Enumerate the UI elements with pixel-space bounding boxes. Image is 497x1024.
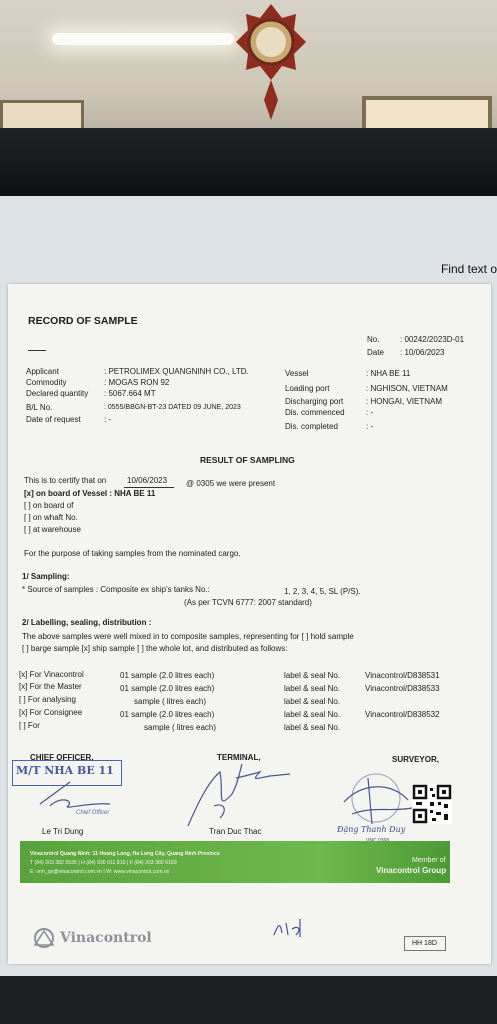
dist-no: Vinacontrol/D838531 <box>365 671 440 680</box>
labelling-heading: 2/ Labelling, sealing, distribution : <box>22 618 152 627</box>
tanks-text: 1, 2, 3, 4, 5, SL (P/S). <box>284 587 361 596</box>
dash-mark <box>28 350 46 351</box>
dist-seal: label & seal No. <box>284 684 341 693</box>
quantity-label: Declared quantity <box>26 389 89 398</box>
result-heading: RESULT OF SAMPLING <box>200 455 295 465</box>
sampling-heading: 1/ Sampling: <box>22 572 70 581</box>
applicant-value: : PETROLIMEX QUANGNINH CO., LTD. <box>104 367 249 376</box>
dist-seal: label & seal No. <box>284 710 341 719</box>
dist-who: [ ] For analysing <box>19 695 76 704</box>
commodity-value: : MOGAS RON 92 <box>104 378 170 387</box>
chief-signature <box>30 776 120 816</box>
loading-port-value: : NGHISON, VIETNAM <box>366 384 448 393</box>
wall-clock <box>236 4 306 120</box>
surveyor-label: SURVEYOR, <box>392 755 439 764</box>
bl-value: : 0555/BBGN-BT-23 DATED 09 JUNE, 2023 <box>104 404 241 411</box>
certify-text: This is to certify that on <box>24 476 107 485</box>
dis-commenced-value: : - <box>366 408 374 417</box>
certify-time: @ 0305 we were present <box>186 479 276 488</box>
certify-date: 10/06/2023 <box>127 476 168 485</box>
vessel-label: Vessel <box>285 369 309 378</box>
dist-seal: label & seal No. <box>284 697 341 706</box>
find-text-button[interactable]: Find text o <box>440 262 497 276</box>
stamp-text: M/T NHA BE 11 <box>16 764 114 777</box>
quantity-value: : 5067.664 MT <box>104 389 156 398</box>
stamp-sub: Chief Officer <box>76 810 110 816</box>
loading-port-label: Loading port <box>285 384 330 393</box>
dist-who: [ ] For <box>19 721 40 730</box>
vessel-value: : NHA BE 11 <box>366 369 411 378</box>
vinacontrol-footer-band <box>20 841 450 883</box>
applicant-label: Applicant <box>26 367 59 376</box>
footer-address: Vinacontrol Quang Ninh: 11 Hoang Long, Ha Long City, Quang Ninh Province <box>30 851 220 857</box>
surveyor-signed-name: Đặng Thanh Duy <box>337 825 406 834</box>
bl-label: B/L No. <box>26 403 53 412</box>
certify-underline <box>124 487 174 488</box>
footer-email: E: vnh_qn@vinacontrol.com.vn | W: www.vinacontrol.com.vn <box>30 869 170 875</box>
dis-completed-label: Dis. completed <box>285 422 338 431</box>
labelling-line2: [ ] barge sample [x] ship sample [ ] the whole lot, and distributed as follows: <box>22 644 288 653</box>
terminal-name: Tran Duc Thac <box>209 827 262 836</box>
dis-commenced-label: Dis. commenced <box>285 408 345 417</box>
vinacontrol-logo-text: Vinacontrol <box>60 930 152 946</box>
monitor-bottom-bezel <box>0 976 497 1024</box>
chief-officer-label: CHIEF OFFICER, <box>30 753 94 762</box>
initials-mark <box>270 915 310 941</box>
no-value: : 00242/2023D-01 <box>400 335 465 344</box>
chief-officer-name: Le Tri Dung <box>42 827 84 836</box>
no-label: No. <box>367 335 380 344</box>
vinacontrol-group: Vinacontrol Group <box>376 866 447 875</box>
dist-sample: sample ( litres each) <box>134 697 207 706</box>
dist-seal: label & seal No. <box>284 671 341 680</box>
terminal-signature <box>180 758 300 830</box>
dist-sample: sample ( litres each) <box>144 723 217 732</box>
board-vessel: [x] on board of Vessel : NHA BE 11 <box>24 489 156 498</box>
dist-no: Vinacontrol/D838533 <box>365 684 440 693</box>
page-code: HH 18D <box>412 940 437 947</box>
footer-phone: T (84) 203 382 5535 | H (84) 936 011 815 | F (84) 203 382 6169 <box>30 860 177 866</box>
dist-who: [x] For Vinacontrol <box>19 670 84 679</box>
date-label: Date <box>367 348 384 357</box>
dist-sample: 01 sample (2.0 litres each) <box>120 710 215 719</box>
discharging-port-value: : HONGAI, VIETNAM <box>366 397 443 406</box>
at-warehouse: [ ] at warehouse <box>24 525 81 534</box>
ceiling-lamp <box>52 33 234 45</box>
standard-text: (As per TCVN 6777: 2007 standard) <box>184 598 312 607</box>
document-title: RECORD OF SAMPLE <box>28 315 138 327</box>
terminal-label: TERMINAL, <box>217 753 261 762</box>
dist-seal: label & seal No. <box>284 723 341 732</box>
qr-code-icon <box>412 784 452 824</box>
member-of: Member of <box>412 857 446 864</box>
labelling-line1: The above samples were well mixed in to composite samples, representing for [ ] hold sample <box>22 632 354 641</box>
commodity-label: Commodity <box>26 378 67 387</box>
date-value: : 10/06/2023 <box>400 348 445 357</box>
page-code-box <box>404 936 446 951</box>
request-date-label: Date of request <box>26 415 81 424</box>
purpose-text: For the purpose of taking samples from the nominated cargo. <box>24 549 241 558</box>
source-text: * Source of samples : Composite ex ship's tanks No.: <box>22 585 210 594</box>
discharging-port-label: Discharging port <box>285 397 344 406</box>
dist-no: Vinacontrol/D838532 <box>365 710 440 719</box>
on-wharf: [ ] on whaft No. <box>24 513 78 522</box>
board-of: [ ] on board of <box>24 501 74 510</box>
dist-sample: 01 sample (2.0 litres each) <box>120 671 215 680</box>
dis-completed-value: : - <box>366 422 374 431</box>
dist-sample: 01 sample (2.0 litres each) <box>120 684 215 693</box>
monitor-bezel <box>0 128 497 198</box>
dist-who: [x] For the Master <box>19 682 82 691</box>
dist-who: [x] For Consignee <box>19 708 83 717</box>
request-date-value: : - <box>104 415 112 424</box>
vinacontrol-logo-icon <box>30 927 58 949</box>
